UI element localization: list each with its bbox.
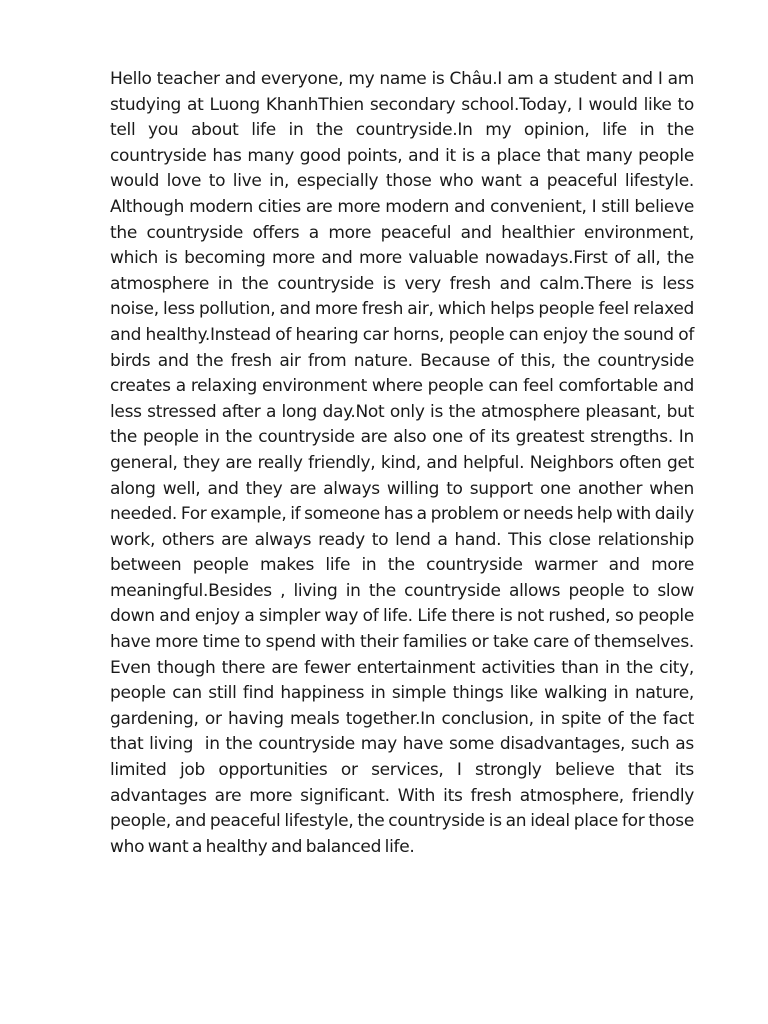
essay-paragraph: Hello teacher and everyone, my name is Châu.I am a student and I am studying at Luong KhanhThien secondary school.Today, I would like to tell you about life in the countryside.In my opinion, life in the countryside has many good points, and it is a place that many people would love to live in, especially those who want a peaceful lifestyle. Although modern cities are more modern and convenient, I still believe the countryside offers a more peaceful and healthier environment, which is becoming more and more valuable nowadays.First of all, the atmosphere in the countryside is very fresh and calm.There is less noise, less pollution, and more fresh air, which helps people feel relaxed and healthy.Instead of hearing car horns, people can enjoy the sound of birds and the fresh air from nature. Because of this, the countryside creates a relaxing environment where people can feel comfortable and less stressed after a long day.Not only is the atmosphere pleasant, but the people in the countryside are also one of its greatest strengths. In general, they are really friendly, kind, and helpful. Neighbors often get along well, and they are always willing to support one another when needed. For example, if someone has a problem or needs help with daily work, others are always ready to lend a hand. This close relationship between people makes life in the countryside warmer and more meaningful.Besides , living in the countryside allows people to slow down and enjoy a simpler way of life. Life there is not rushed, so people have more time to spend with their families or take care of themselves. Even though there are fewer entertainment activities than in the city, people can still find happiness in simple things like walking in nature, gardening, or having meals together.In conclusion, in spite of the fact that living in the countryside may have some disadvantages, such as limited job opportunities or services, I strongly believe that its advantages are more significant. With its fresh atmosphere, friendly people, and peaceful lifestyle, the countryside is an ideal place for those who want a healthy and balanced life.	[110, 69, 698, 857]
